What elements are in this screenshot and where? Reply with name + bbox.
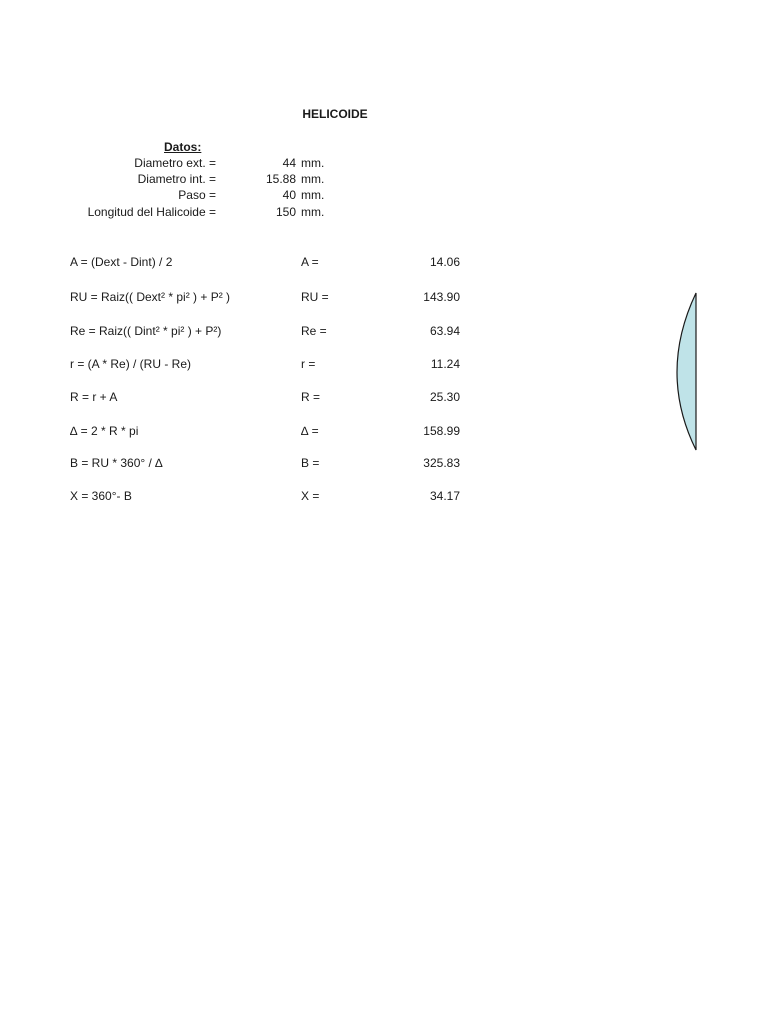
page-title: HELICOIDE xyxy=(302,107,368,121)
formula-r-big: R = r + A xyxy=(70,390,118,404)
result-label-ru: RU = xyxy=(301,290,329,304)
datos-value-paso: 40 xyxy=(282,188,296,202)
result-label-r-big: R = xyxy=(301,390,321,404)
formula-delta: ∆ = 2 * R * pi xyxy=(70,424,139,438)
datos-label-diametro-ext: Diametro ext. = xyxy=(134,156,216,170)
datos-unit-paso: mm. xyxy=(301,188,325,202)
formula-a: A = (Dext - Dint) / 2 xyxy=(70,255,173,269)
result-label-r-small: r = xyxy=(301,357,316,371)
datos-value-diametro-int: 15.88 xyxy=(265,172,296,186)
datos-heading: Datos: xyxy=(164,140,202,154)
datos-label-paso: Paso = xyxy=(178,188,216,202)
formula-b: B = RU * 360° / ∆ xyxy=(70,456,163,470)
datos-value-diametro-ext: 44 xyxy=(282,156,296,170)
result-value-x: 34.17 xyxy=(429,489,460,503)
result-value-ru: 143.90 xyxy=(423,290,460,304)
datos-label-diametro-int: Diametro int. = xyxy=(137,172,216,186)
result-value-a: 14.06 xyxy=(429,255,460,269)
result-value-re: 63.94 xyxy=(429,324,460,338)
result-value-r-big: 25.30 xyxy=(429,390,460,404)
formula-r-small: r = (A * Re) / (RU - Re) xyxy=(70,357,192,371)
datos-unit-diametro-ext: mm. xyxy=(301,156,325,170)
datos-unit-longitud: mm. xyxy=(301,205,325,219)
result-label-a: A = xyxy=(301,255,319,269)
datos-value-longitud: 150 xyxy=(275,205,296,219)
datos-label-longitud: Longitud del Halicoide = xyxy=(87,205,216,219)
result-value-b: 325.83 xyxy=(423,456,460,470)
formula-ru: RU = Raiz(( Dext² * pi² ) + P² ) xyxy=(70,290,231,304)
result-label-b: B = xyxy=(301,456,320,470)
result-label-x: X = xyxy=(301,489,320,503)
formula-x: X = 360°- B xyxy=(70,489,132,503)
result-value-delta: 158.99 xyxy=(423,424,460,438)
arc-segment-shape xyxy=(677,293,696,450)
helicoid-arc-diagram xyxy=(660,288,700,458)
result-value-r-small: 11.24 xyxy=(430,357,460,371)
formula-re: Re = Raiz(( Dint² * pi² ) + P²) xyxy=(70,324,222,338)
result-label-delta: ∆ = xyxy=(301,424,319,438)
result-label-re: Re = xyxy=(301,324,327,338)
datos-unit-diametro-int: mm. xyxy=(301,172,325,186)
